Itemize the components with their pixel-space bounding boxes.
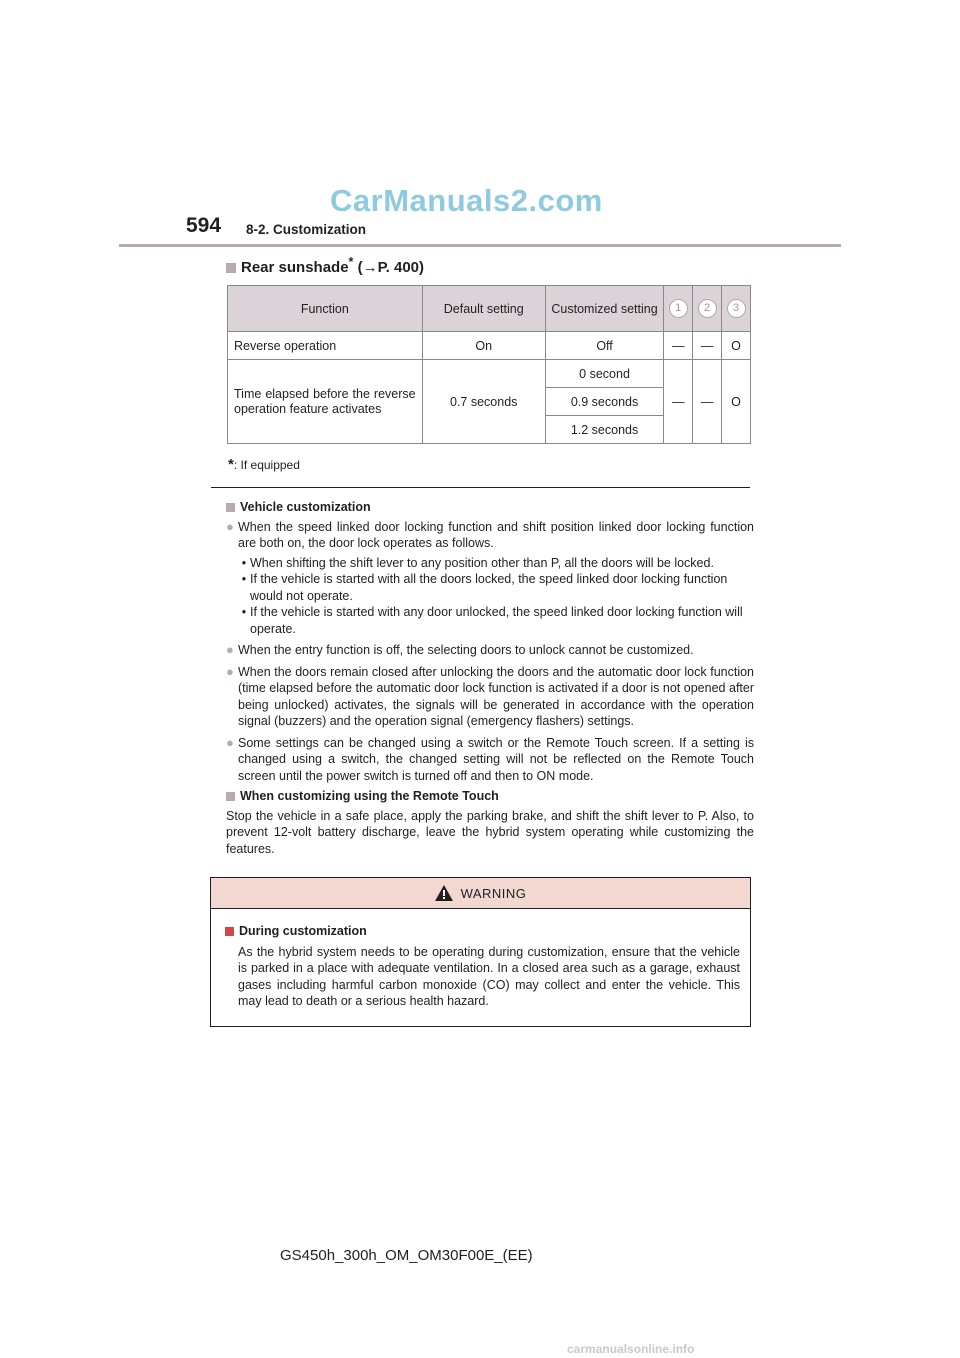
circle-bullet-icon: ● [226,734,234,750]
warning-body [211,909,750,1010]
list-item [238,571,754,604]
note-text: When shifting the shift lever to any position other than P, all the doors will be locked. [250,555,714,570]
header-default: Default setting [422,286,545,332]
watermark-logo: CarManuals2.com [330,183,603,218]
warning-title [225,923,740,940]
cell-function: Reverse operation [228,332,423,360]
warning-triangle-icon [435,885,453,901]
footer-watermark: carmanualsonline.info [567,1342,695,1356]
dot-bullet-icon: • [241,555,247,570]
square-bullet-icon [226,263,236,273]
list-item [238,555,754,572]
circle-bullet-icon: ● [226,642,234,657]
cell-customized: Off [545,332,663,360]
footnote-star: * [348,255,354,269]
table-row [228,360,751,388]
number-1-icon: 1 [669,299,688,318]
cell-col1: — [664,332,693,360]
note-text: When the doors remain closed after unlocking the doors and the automatic door lock function (time elapsed before the automatic door lock function is activated if a door is not opened after being unlocked) activates, the signals will be generated in accordance with the operation signal (buzzers) and the operation signal (emergency flashers) settings. [238,664,754,728]
table-row [228,332,751,360]
note-text: If the vehicle is started with any door unlocked, the speed linked door locking function will operate. [250,605,743,636]
footnote-star: * [228,456,234,473]
number-3-icon: 3 [727,299,746,318]
warning-title-text: During customization [239,924,367,938]
list-item [226,519,754,552]
vehicle-customization-heading [226,499,754,516]
remote-touch-heading [226,788,754,805]
header-col2 [693,286,722,332]
cell-col3: O [722,332,751,360]
cell-col1: — [664,360,693,444]
remote-touch-text: Stop the vehicle in a safe place, apply the parking brake, and shift the shift lever to P. Also, to prevent 12-volt battery discharge, leave the hybrid system operating while customizing the features. [226,808,754,856]
note-text: If the vehicle is started with all the doors locked, the speed linked door locking function would not operate. [250,572,728,603]
note-text: When the entry function is off, the selecting doors to unlock cannot be customized. [238,643,694,657]
header-col3 [722,286,751,332]
section-title: 8-2. Customization [246,222,367,237]
header-function: Function [228,286,423,332]
section-divider [211,487,750,488]
header-customized: Customized setting [545,286,663,332]
cell-customized: 1.2 seconds [545,416,663,444]
page-reference[interactable]: (→P. 400) [357,259,425,276]
heading-text: When customizing using the Remote Touch [240,789,499,803]
cell-col2: — [693,332,722,360]
warning-text: As the hybrid system needs to be operating during customization, ensure that the vehicle is parked in a place with adequate ventilation. In a closed area such as a garage, exhaust gases including harmful carbon monoxide (CO) may collect and enter the vehicle. This may lead to death or a serious health hazard. [238,944,740,1008]
note-text: Some settings can be changed using a switch or the Remote Touch screen. If a setting is changed using a switch, the changed setting will not be reflected on the Remote Touch screen until the power switch is turned off and then to ON mode. [238,735,754,783]
cell-col3: O [722,360,751,444]
square-bullet-icon [226,503,235,512]
header-divider [119,244,841,247]
dot-bullet-icon: • [241,572,247,586]
header-col1 [664,286,693,332]
list-item [226,664,754,730]
cell-function: Time elapsed before the reverse operation feature activates [228,360,423,444]
circle-bullet-icon: ● [226,518,234,534]
square-bullet-icon [225,927,234,936]
notes-section [226,499,754,857]
table-header-row [228,286,751,332]
list-item [238,604,754,637]
cell-col2: — [693,360,722,444]
cell-default: 0.7 seconds [422,360,545,444]
cell-customized: 0.9 seconds [545,388,663,416]
square-bullet-icon [226,792,235,801]
cell-default: On [422,332,545,360]
footnote [228,456,300,473]
warning-header [211,878,750,909]
list-item [226,642,754,659]
subheading-title: Rear sunshade [241,259,349,276]
document-code: GS450h_300h_OM_OM30F00E_(EE) [280,1247,533,1264]
circle-bullet-icon: ● [226,663,234,679]
dot-bullet-icon: • [241,605,247,619]
settings-table [227,285,751,444]
page-number: 594 [186,214,222,237]
number-2-icon: 2 [698,299,717,318]
list-item [226,735,754,785]
heading-text: Vehicle customization [240,500,371,514]
subheading [226,255,424,276]
warning-box [210,877,751,1027]
cell-customized: 0 second [545,360,663,388]
warning-label: WARNING [460,885,527,901]
note-text: When the speed linked door locking function and shift position linked door locking function are both on, the door lock operates as follows. [238,519,754,550]
footnote-text: : If equipped [233,458,300,472]
